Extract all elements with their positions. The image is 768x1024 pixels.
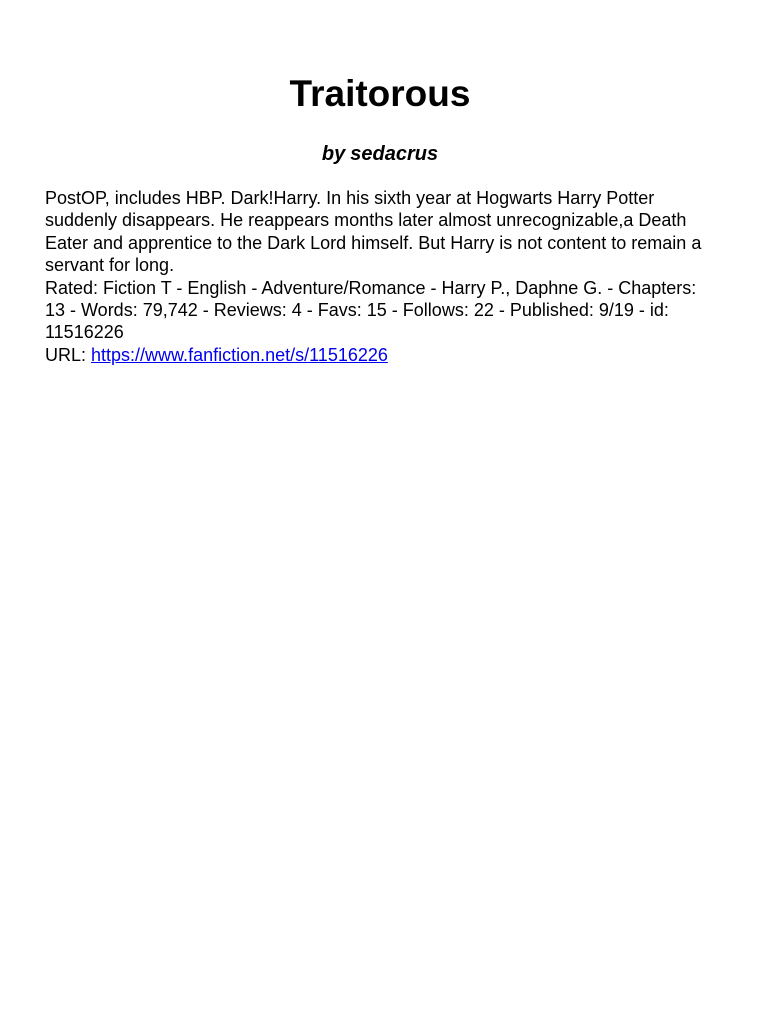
story-author-line	[45, 142, 715, 166]
story-details	[45, 187, 715, 366]
author-name: sedacrus	[350, 143, 439, 165]
story-url-link[interactable]: https://www.fanfiction.net/s/11516226	[91, 344, 388, 365]
story-url-line	[45, 344, 715, 366]
story-metadata: Rated: Fiction T - English - Adventure/Romance - Harry P., Daphne G. - Chapters: 13 - Words: 79,742 - Reviews: 4 - Favs: 15 - Follows: 22 - Published: 9/19 - id: 11516226	[45, 277, 697, 343]
story-page	[45, 72, 715, 366]
story-title: Traitorous	[289, 73, 471, 114]
story-summary: PostOP, includes HBP. Dark!Harry. In his sixth year at Hogwarts Harry Potter suddenly disappears. He reappears months later almost unrecognizable,a Death Eater and apprentice to the Dark Lord himself. But Harry is not content to remain a servant for long.	[45, 188, 702, 276]
author-prefix: by	[321, 143, 346, 165]
url-label: URL:	[45, 344, 87, 365]
